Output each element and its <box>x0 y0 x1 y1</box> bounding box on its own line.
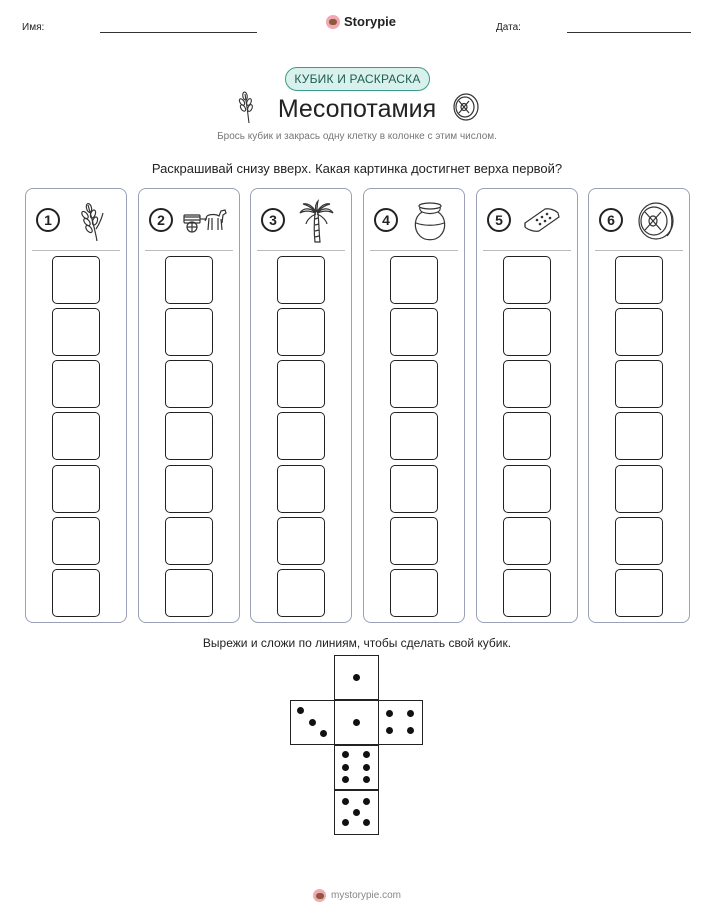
color-cell[interactable] <box>615 465 663 513</box>
dice-face-1 <box>334 655 379 700</box>
color-cell[interactable] <box>390 569 438 617</box>
dice-pip <box>342 776 349 783</box>
page-title: Месопотамия <box>277 95 437 123</box>
dice-face-4 <box>378 700 423 745</box>
color-cell[interactable] <box>52 256 100 304</box>
color-cell[interactable] <box>277 256 325 304</box>
color-cell[interactable] <box>277 412 325 460</box>
date-label: Дата: <box>496 22 521 33</box>
color-cell[interactable] <box>277 569 325 617</box>
column-number: 6 <box>599 208 623 232</box>
color-cell[interactable] <box>503 412 551 460</box>
column-number: 3 <box>261 208 285 232</box>
footer <box>0 889 714 902</box>
footer-url[interactable]: mystorypie.com <box>330 890 401 901</box>
dice-pip <box>363 819 370 826</box>
palm-tree-icon <box>295 199 339 243</box>
color-cell[interactable] <box>390 308 438 356</box>
color-cell[interactable] <box>165 412 213 460</box>
name-line[interactable] <box>100 32 257 33</box>
column-header <box>251 189 351 249</box>
color-cell[interactable] <box>615 517 663 565</box>
color-column-5 <box>476 188 578 623</box>
column-divider <box>32 250 120 251</box>
dice-pip <box>363 776 370 783</box>
dice-pip <box>297 707 304 714</box>
dice-face-1 <box>334 700 379 745</box>
brand-name: Storypie <box>344 14 397 29</box>
color-cell[interactable] <box>277 308 325 356</box>
cut-instruction: Вырежи и сложи по линиям, чтобы сделать свой кубик. <box>202 636 512 650</box>
dice-pip <box>353 809 360 816</box>
dice-pip <box>342 819 349 826</box>
dice-pip <box>407 727 414 734</box>
brand-logo <box>326 14 396 29</box>
instruction-text: Раскрашивай снизу вверх. Какая картинка достигнет верха первой? <box>151 161 563 176</box>
color-cell[interactable] <box>503 569 551 617</box>
dice-pip <box>363 751 370 758</box>
color-cell[interactable] <box>390 256 438 304</box>
color-cell[interactable] <box>615 360 663 408</box>
color-cell[interactable] <box>52 517 100 565</box>
clay-tablet-icon <box>521 199 565 243</box>
color-column-1 <box>25 188 127 623</box>
color-cell[interactable] <box>615 256 663 304</box>
color-cell[interactable] <box>52 412 100 460</box>
column-header <box>477 189 577 249</box>
color-cell[interactable] <box>615 412 663 460</box>
color-cell[interactable] <box>165 465 213 513</box>
column-divider <box>145 250 233 251</box>
color-cell[interactable] <box>503 517 551 565</box>
color-cell[interactable] <box>165 517 213 565</box>
color-cell[interactable] <box>390 412 438 460</box>
color-cell[interactable] <box>390 517 438 565</box>
wheel-icon <box>633 199 677 243</box>
column-header <box>26 189 126 249</box>
dice-pip <box>309 719 316 726</box>
color-cell[interactable] <box>390 465 438 513</box>
column-divider <box>257 250 345 251</box>
color-cell[interactable] <box>390 360 438 408</box>
dice-pip <box>407 710 414 717</box>
color-cell[interactable] <box>277 517 325 565</box>
color-cell[interactable] <box>52 360 100 408</box>
color-cell[interactable] <box>52 465 100 513</box>
color-cell[interactable] <box>165 308 213 356</box>
wheat-icon <box>70 199 114 243</box>
color-column-2 <box>138 188 240 623</box>
storypie-mascot-icon <box>326 15 340 29</box>
color-cell[interactable] <box>277 360 325 408</box>
color-cell[interactable] <box>503 256 551 304</box>
column-number: 2 <box>149 208 173 232</box>
color-cell[interactable] <box>277 465 325 513</box>
column-header <box>139 189 239 249</box>
column-divider <box>483 250 571 251</box>
dice-pip <box>363 798 370 805</box>
footer-mascot-icon <box>313 889 326 902</box>
name-label: Имя: <box>22 22 45 33</box>
color-cell[interactable] <box>52 569 100 617</box>
horse-cart-icon <box>183 199 227 243</box>
dice-pip <box>353 719 360 726</box>
column-header <box>589 189 689 249</box>
dice-pip <box>342 764 349 771</box>
dice-pip <box>386 710 393 717</box>
dice-pip <box>353 674 360 681</box>
color-cell[interactable] <box>615 569 663 617</box>
page-subtitle: Брось кубик и закрась одну клетку в колонке с этим числом. <box>217 131 497 142</box>
dice-pip <box>386 727 393 734</box>
dice-pip <box>342 751 349 758</box>
column-header <box>364 189 464 249</box>
color-cell[interactable] <box>503 308 551 356</box>
color-column-3 <box>250 188 352 623</box>
column-number: 1 <box>36 208 60 232</box>
dice-face-5 <box>334 790 379 835</box>
dice-face-6 <box>334 745 379 790</box>
title-wheel-icon <box>451 92 481 122</box>
color-cell[interactable] <box>52 308 100 356</box>
dice-pip <box>320 730 327 737</box>
column-number: 4 <box>374 208 398 232</box>
color-cell[interactable] <box>165 569 213 617</box>
column-divider <box>370 250 458 251</box>
color-column-6 <box>588 188 690 623</box>
clay-pot-icon <box>408 199 452 243</box>
color-cell[interactable] <box>165 256 213 304</box>
color-cell[interactable] <box>615 308 663 356</box>
color-cell[interactable] <box>503 360 551 408</box>
date-line[interactable] <box>567 32 691 33</box>
dice-face-3 <box>290 700 335 745</box>
activity-badge: КУБИК И РАСКРАСКА <box>285 67 430 91</box>
color-cell[interactable] <box>165 360 213 408</box>
dice-pip <box>363 764 370 771</box>
column-number: 5 <box>487 208 511 232</box>
color-cell[interactable] <box>503 465 551 513</box>
column-divider <box>595 250 683 251</box>
color-column-4 <box>363 188 465 623</box>
dice-pip <box>342 798 349 805</box>
